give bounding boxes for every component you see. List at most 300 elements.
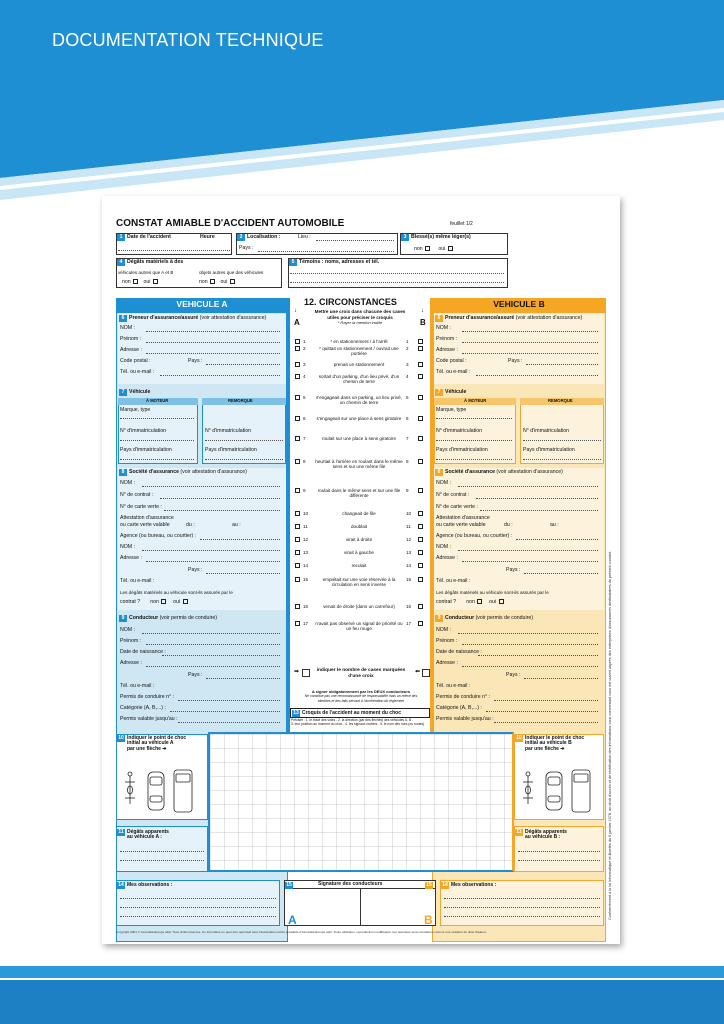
s9-a-category-field[interactable]: [170, 711, 280, 712]
circumstance-a-checkbox[interactable]: [295, 416, 300, 421]
do-yes-label: oui: [220, 278, 228, 285]
section-9-b-header: [435, 615, 533, 622]
section-4-number: 4: [117, 259, 125, 266]
circumstance-number-b: 9: [406, 488, 409, 493]
circumstance-b-checkbox[interactable]: [418, 459, 423, 464]
s6-a-address-field[interactable]: [146, 353, 280, 354]
s8-a-no-checkbox[interactable]: [161, 599, 166, 604]
s7-a-motor-label: À MOTEUR: [146, 398, 169, 403]
s7-a-regcountry-label: Pays d'immatriculation: [120, 447, 172, 453]
signature-label: Signature des conducteurs: [318, 881, 383, 887]
s8-b-name-label: NOM :: [436, 480, 451, 486]
s9-b-country-label: Pays :: [506, 672, 521, 678]
do-no-label: non: [199, 278, 208, 285]
section-13-number: 13: [293, 710, 299, 716]
s6-a-phone-label: Tél. ou e-mail :: [120, 369, 155, 375]
circumstance-number-a: 16: [303, 604, 309, 609]
circumstance-number-a: 6: [303, 416, 306, 421]
circumstance-number-a: 11: [303, 524, 308, 529]
section-1-number: 1: [117, 234, 125, 241]
section-14-a-number: 14: [118, 882, 124, 888]
circumstance-number-b: 16: [406, 604, 412, 609]
s8-a-contract-field[interactable]: [160, 498, 280, 499]
circumstance-a-checkbox[interactable]: [295, 488, 300, 493]
section-8-b-header: [435, 469, 563, 476]
s6-b-name-label: NOM :: [436, 325, 451, 331]
circumstance-text: n'avait pas observé un signal de priorité ou un feu rouge: [315, 621, 403, 632]
circumstance-text: doublait: [350, 524, 368, 529]
s10-a-line3: [127, 747, 167, 753]
s8-b-country-label: Pays :: [506, 567, 521, 573]
circumstance-a-checkbox[interactable]: [295, 604, 300, 609]
do-yes-checkbox[interactable]: [230, 279, 235, 284]
s6-b-address-label: Adresse :: [436, 347, 458, 353]
s8-b-yes-checkbox[interactable]: [499, 599, 504, 604]
s8-b-name-field[interactable]: [458, 486, 598, 487]
s11-b-field-1[interactable]: [518, 851, 600, 852]
s6-b-hint: (voir attestation d'assurance): [515, 315, 583, 321]
s6-b-phone-field[interactable]: [476, 375, 598, 376]
s9-b-category-field[interactable]: [486, 711, 598, 712]
circumstance-number-b: 13: [406, 550, 412, 555]
s9-a-valid-field[interactable]: [178, 722, 280, 723]
section-15-number-b: [425, 882, 435, 889]
circumstance-a-checkbox[interactable]: [295, 524, 300, 529]
s6-a-label: Preneur d'assurance/assuré: [129, 315, 199, 321]
section-7-b-number: 7: [435, 389, 443, 396]
circumstance-number-a: 8: [303, 459, 306, 464]
s6-b-country-field[interactable]: [526, 364, 598, 365]
s14-b-field-1[interactable]: [444, 898, 600, 899]
circumstance-b-checkbox[interactable]: [418, 577, 423, 582]
s10-a-line2: initial au véhicule A: [127, 740, 174, 746]
s8-a-address-label: Adresse :: [120, 555, 142, 561]
s11-a-field-2[interactable]: [120, 860, 204, 861]
s8-b-from-label: du :: [504, 522, 513, 528]
circumstance-text: venait de droite (dans un carrefour): [323, 604, 395, 609]
circumstance-a-checkbox[interactable]: [295, 395, 300, 400]
s7-a-make-field[interactable]: [120, 418, 194, 419]
circumstance-number-a: 3: [303, 362, 306, 367]
s9-a-country-field[interactable]: [206, 678, 280, 679]
circumstance-number-a: 12: [303, 537, 309, 542]
circumstance-number-b: 10: [406, 511, 412, 516]
s6-a-hint: (voir attestation d'assurance): [199, 315, 267, 321]
s14-b-label: Mes observations :: [451, 882, 497, 888]
s8-b-address-label: Adresse :: [436, 555, 458, 561]
s6-b-postal-label: Code postal :: [436, 358, 467, 364]
section-13-header: [292, 710, 401, 717]
vehicle-b-silhouettes-icon[interactable]: [516, 766, 602, 816]
circumstance-b-checkbox[interactable]: [418, 524, 423, 529]
circumstance-b-checkbox[interactable]: [418, 537, 423, 542]
s8-b-no-label: non: [466, 598, 475, 605]
s9-b-phone-label: Tél. ou e-mail :: [436, 683, 471, 689]
page-header-title: DOCUMENTATION TECHNIQUE: [52, 30, 324, 50]
s10-a-line3-text: par une flèche: [127, 746, 161, 752]
s9-a-hint: (voir permis de conduire): [159, 615, 217, 621]
s7-a-regcountry-field[interactable]: [120, 459, 194, 460]
circumstance-a-checkbox[interactable]: [295, 511, 300, 516]
s14-a-label: Mes observations :: [127, 882, 173, 888]
s7-b-trailer-reg-label: N° d'immatriculation: [523, 428, 570, 434]
circumstance-a-checkbox[interactable]: [295, 537, 300, 542]
circumstance-a-checkbox[interactable]: [295, 550, 300, 555]
circumstance-text: s'engageait sur une place à sens giratoire: [316, 416, 402, 421]
s6-a-country-field[interactable]: [206, 364, 280, 365]
dv-no-label: non: [122, 278, 131, 285]
s9-b-licence-field[interactable]: [494, 700, 598, 701]
s14-b-field-2[interactable]: [444, 907, 600, 908]
s9-b-birth-label: Date de naissance :: [436, 649, 482, 655]
circumstance-number-a: 4: [303, 374, 306, 379]
s7-b-trailer-country-label: Pays d'immatriculation: [523, 447, 575, 453]
s7-b-trailer-country-field[interactable]: [523, 459, 601, 460]
s9-a-country-label: Pays :: [188, 672, 203, 678]
s8-a-green-field[interactable]: [164, 510, 280, 511]
s7-a-trailer-reg-field[interactable]: [205, 440, 283, 441]
circumstance-number-b: 1: [406, 339, 409, 344]
country-field[interactable]: [258, 251, 394, 252]
section-12-number: 12: [304, 297, 315, 307]
witness-field-1[interactable]: [290, 273, 504, 274]
section-9-a-number: 9: [119, 615, 127, 622]
circumstance-text: roulait sur une place à sens giratoire: [321, 436, 397, 441]
section-15-number-b-badge: 15: [426, 882, 432, 888]
s8-b-address-field[interactable]: [462, 561, 598, 562]
circumstance-a-checkbox[interactable]: [295, 436, 300, 441]
s8-b-country-field[interactable]: [524, 573, 598, 574]
sign-note-3: identités et des faits servant à l'accélération du règlement: [317, 699, 405, 703]
circumstance-a-checkbox[interactable]: [295, 374, 300, 379]
dv-no-checkbox[interactable]: [133, 279, 138, 284]
s6-a-firstname-label: Prénom :: [120, 336, 142, 342]
s9-a-birth-field[interactable]: [162, 655, 280, 656]
count-arrow-b-icon: ⬅: [415, 669, 421, 675]
s7-b-make-field[interactable]: [436, 418, 512, 419]
s9-b-firstname-field[interactable]: [462, 644, 598, 645]
s8-a-label: Société d'assurance: [129, 469, 179, 475]
s9-a-address-field[interactable]: [146, 666, 280, 667]
s8-b-hint: (voir attestation d'assurance): [496, 469, 563, 475]
circumstance-number-b: 7: [406, 436, 409, 441]
s9-b-label: Conducteur: [445, 615, 475, 621]
section-8-a-number: 8: [119, 469, 127, 476]
s9-a-firstname-label: Prénom :: [120, 638, 142, 644]
other-objects-label: objets autres que des véhicules: [199, 270, 264, 275]
footer-band: [0, 966, 724, 1024]
copyright-notice: Copyright 2001 © Assuralia Europe absl. Tous droits réservés. Ce formulaire ne peut être reproduit sans l'autorisation écrite préalable d'Assuralia Europe asbl. Toute utilisation, reproduction modification non autorisée sera considérée comme une violation du droit d'auteur.: [116, 931, 487, 934]
count-arrow-a-icon: ➡: [294, 669, 300, 675]
s8-a-to-label: au :: [232, 522, 241, 528]
injured-choices: [414, 246, 454, 253]
date-field[interactable]: [118, 250, 230, 251]
s9-b-valid-label: Permis valable jusqu'au :: [436, 716, 494, 722]
circumstance-b-checkbox[interactable]: [418, 563, 423, 568]
s8-b-contract-label: N° de contrat :: [436, 492, 470, 498]
vehicle-b-header: VEHICULE B: [432, 298, 606, 312]
s11-a-line2: au véhicule A :: [127, 834, 162, 840]
s6-a-phone-field[interactable]: [160, 375, 280, 376]
s9-a-name-field[interactable]: [142, 633, 280, 634]
s6-b-country-label: Pays :: [508, 358, 523, 364]
section-7-a-number: 7: [119, 389, 127, 396]
s8-a-country-field[interactable]: [206, 573, 280, 574]
s8-a-agency-label: Agence (ou bureau, ou courtier) :: [120, 533, 197, 539]
s8-b-yes-label: oui: [489, 598, 497, 605]
s8-a-no-label: non: [150, 598, 159, 605]
section-6-a-header: [119, 315, 266, 322]
s8-b-green-field[interactable]: [480, 510, 598, 511]
circ-instruction-1: Mettre une croix dans chacune des cases: [314, 309, 406, 314]
s6-b-name-field[interactable]: [462, 331, 598, 332]
s6-a-name-field[interactable]: [146, 331, 280, 332]
section-2-header: [237, 234, 280, 241]
circumstance-text: prenait un stationnement: [333, 362, 385, 367]
sheet-number: feuillet 1/2: [450, 221, 473, 227]
circumstance-number-b: 12: [406, 537, 412, 542]
s8-b-cert-label: Attestation d'assurance: [436, 515, 490, 521]
s7-b-regcountry-field[interactable]: [436, 459, 512, 460]
circumstance-b-checkbox[interactable]: [418, 436, 423, 441]
s6-b-phone-label: Tél. ou e-mail :: [436, 369, 471, 375]
s8-a-name2-label: NOM :: [120, 544, 135, 550]
circumstance-number-a: 17: [303, 621, 309, 626]
s9-a-label: Conducteur: [129, 615, 159, 621]
s8-b-agency-label: Agence (ou bureau, ou courtier) :: [436, 533, 513, 539]
circumstance-b-checkbox[interactable]: [418, 374, 423, 379]
circumstance-a-checkbox[interactable]: [295, 339, 300, 344]
s7-a-trailer-country-label: Pays d'immatriculation: [205, 447, 257, 453]
location-label: Localisation :: [247, 234, 281, 240]
circumstance-number-b: 14: [406, 563, 412, 568]
s9-a-valid-label: Permis valable jusqu'au :: [120, 716, 178, 722]
s8-a-cert-label: Attestation d'assurance: [120, 515, 174, 521]
circumstance-number-b: 17: [406, 621, 412, 626]
s14-a-field-1[interactable]: [120, 898, 276, 899]
s7-a-reg-label: N° d'immatriculation: [120, 428, 167, 434]
circumstance-text: sortait d'un parking, d'un lieu privé, d'un chemin de terre: [318, 374, 400, 385]
section-1-header: [117, 234, 171, 241]
section-9-a-header: [119, 615, 217, 622]
s6-a-address-label: Adresse :: [120, 347, 142, 353]
sketch-hint-2: 3. leur position au moment du choc - 4. les signaux routiers - 5. le nom des rues (ou routes).: [291, 722, 426, 726]
s6-a-firstname-field[interactable]: [146, 342, 280, 343]
section-11-a-number: 11: [118, 829, 124, 835]
section-6-a-number: 6: [119, 315, 127, 322]
dv-yes-label: oui: [143, 278, 151, 285]
s9-a-licence-label: Permis de conduire n° :: [120, 694, 174, 700]
damage-vehicles-choices: [122, 279, 159, 286]
sketch-hint-1: Préciser : 1. le tracé des voies - 2. la direction (par des flèches) des véhicules A, B -: [291, 718, 414, 722]
s7-a-label: Véhicule: [129, 389, 151, 395]
s8-b-valid-label: ou carte verte valable: [436, 522, 486, 528]
circumstance-a-checkbox[interactable]: [295, 563, 300, 568]
s9-b-name-label: NOM :: [436, 627, 451, 633]
signature-a-letter: A: [288, 913, 297, 927]
circumstance-number-b: 15: [406, 577, 412, 582]
s10-b-line3: [525, 747, 565, 753]
s9-a-licence-field[interactable]: [178, 700, 280, 701]
s8-b-contract-q: contrat ?: [436, 598, 457, 605]
s11-b-field-2[interactable]: [518, 860, 600, 861]
s6-a-name-label: NOM :: [120, 325, 135, 331]
circ-instruction-2: utiles pour préciser le croquis: [327, 315, 393, 320]
s8-a-agency-field[interactable]: [200, 539, 280, 540]
s9-b-hint: (voir permis de conduire): [475, 615, 533, 621]
circumstance-b-checkbox[interactable]: [418, 395, 423, 400]
section-6-b-header: [435, 315, 582, 322]
s7-b-trailer-reg-field[interactable]: [523, 440, 601, 441]
circumstance-text: roulait dans le même sens et sur une file différente: [317, 488, 401, 499]
section-3-header: [401, 234, 471, 241]
circumstance-b-checkbox[interactable]: [418, 488, 423, 493]
dv-yes-checkbox[interactable]: [153, 279, 158, 284]
circumstance-b-checkbox[interactable]: [418, 621, 423, 626]
s9-a-firstname-field[interactable]: [146, 644, 280, 645]
s7-a-trailer-country-field[interactable]: [205, 459, 283, 460]
circumstance-number-b: 5: [406, 395, 409, 400]
s9-b-birth-field[interactable]: [478, 655, 598, 656]
sketch-grid[interactable]: [208, 732, 514, 872]
s10-b-line2: initial au véhicule B: [525, 740, 572, 746]
section-5-number: 5: [289, 259, 297, 266]
s14-a-field-2[interactable]: [120, 907, 276, 908]
s10-a-arrow-icon: ➔: [162, 746, 167, 752]
privacy-side-note: Conformément à la loi Informatique et libertés du 6 janvier 1978, un droit d'accès et de rectification des informations vous concernant vous est ouvert auprès des entreprises d'assurances destinataires du présent constat.: [608, 551, 612, 920]
circumstance-a-checkbox[interactable]: [295, 621, 300, 626]
circumstance-text: empiétait sur une voie réservée à la circulation en sens inverse: [322, 577, 396, 588]
s6-b-firstname-field[interactable]: [462, 342, 598, 343]
injured-yes-label: oui: [438, 245, 446, 252]
s8-a-covered-choices: [120, 599, 189, 606]
witness-label: Témoins : noms, adresses et tél.: [299, 259, 380, 265]
s8-a-name-field[interactable]: [142, 486, 280, 487]
s8-a-valid-label: ou carte verte valable: [120, 522, 170, 528]
s9-b-name-field[interactable]: [458, 633, 598, 634]
s8-a-address-field[interactable]: [146, 561, 280, 562]
s7-b-reg-label: N° d'immatriculation: [436, 428, 483, 434]
circumstance-b-checkbox[interactable]: [418, 511, 423, 516]
sign-note-2: Ne constitue pas une reconnaissance de responsabilité mais un relevé des: [304, 694, 418, 698]
damage-label: Dégâts matériels à des: [127, 259, 184, 265]
circumstance-a-checkbox[interactable]: [295, 346, 300, 351]
s10-b-line1: Indiquer le point de choc: [525, 735, 585, 741]
circumstance-b-checkbox[interactable]: [418, 604, 423, 609]
circumstance-number-a: 2: [303, 346, 306, 351]
s8-b-label: Société d'assurance: [445, 469, 495, 475]
count-b-box[interactable]: [422, 669, 430, 677]
circumstance-text: virait à droite: [345, 537, 373, 542]
country-label: Pays :: [239, 245, 254, 251]
circumstance-text: reculait: [351, 563, 367, 568]
circumstance-b-checkbox[interactable]: [418, 362, 423, 367]
circumstance-a-checkbox[interactable]: [295, 459, 300, 464]
s10-b-line3-text: par une flèche: [525, 746, 559, 752]
s14-a-field-3[interactable]: [120, 916, 276, 917]
s8-a-name2-field[interactable]: [142, 550, 280, 551]
circumstance-number-b: 3: [406, 362, 409, 367]
circ-arrow-b-icon: ↓: [421, 308, 424, 314]
s8-a-contract-q: contrat ?: [120, 598, 141, 605]
circumstance-b-checkbox[interactable]: [418, 416, 423, 421]
circumstance-text: * en stationnement / à l'arrêt: [330, 339, 388, 344]
section-4-header: [117, 259, 183, 266]
count-a-box[interactable]: [302, 669, 310, 677]
circumstance-b-checkbox[interactable]: [418, 339, 423, 344]
section-6-b-number: 6: [435, 315, 443, 322]
s9-b-valid-field[interactable]: [494, 722, 598, 723]
s8-b-agency-field[interactable]: [516, 539, 598, 540]
circumstance-number-a: 10: [303, 511, 309, 516]
s9-b-category-label: Catégorie (A, B,...) :: [436, 705, 482, 711]
injured-no-label: non: [414, 245, 423, 252]
circumstance-number-b: 6: [406, 416, 409, 421]
s6-b-address-field[interactable]: [462, 353, 598, 354]
s7-a-trailer-label: REMORQUE: [228, 398, 253, 403]
s8-b-no-checkbox[interactable]: [477, 599, 482, 604]
section-15-number: 15: [286, 882, 292, 888]
s8-b-contract-field[interactable]: [476, 498, 598, 499]
s7-a-reg-field[interactable]: [120, 440, 194, 441]
injured-label: Blessé(s) même léger(s): [411, 234, 471, 240]
sketch-label: Croquis de l'accident au moment du choc: [302, 710, 401, 716]
s14-b-field-3[interactable]: [444, 916, 600, 917]
witness-field-2[interactable]: [290, 282, 504, 283]
s8-a-yes-checkbox[interactable]: [183, 599, 188, 604]
accident-report-form: [102, 196, 620, 944]
s9-b-address-field[interactable]: [462, 666, 598, 667]
injured-no-checkbox[interactable]: [425, 246, 430, 251]
circumstance-text: changeait de file: [342, 511, 376, 516]
do-no-checkbox[interactable]: [210, 279, 215, 284]
count-label: indiquer le nombre de cases marquées d'une croix: [316, 668, 406, 679]
circumstance-number-b: 4: [406, 374, 409, 379]
circumstance-number-a: 1: [303, 339, 306, 344]
s11-a-field-1[interactable]: [120, 851, 204, 852]
circ-instruction-3: * Rayer la mention inutile: [337, 320, 383, 325]
circumstance-a-checkbox[interactable]: [295, 362, 300, 367]
place-label: Lieu :: [298, 234, 311, 240]
s8-b-covered-choices: [436, 599, 505, 606]
s9-a-name-label: NOM :: [120, 627, 135, 633]
s8-a-covered-label: Les dégâts matériels au véhicule sont-ils assurés par le: [120, 590, 233, 595]
s9-b-licence-label: Permis de conduire n° :: [436, 694, 490, 700]
s8-b-name2-field[interactable]: [458, 550, 598, 551]
circumstance-number-b: 11: [406, 524, 411, 529]
s8-a-phone-label: Tél. ou e-mail :: [120, 578, 155, 584]
circumstance-b-checkbox[interactable]: [418, 550, 423, 555]
date-label: Date de l'accident: [127, 234, 171, 240]
place-field[interactable]: [316, 240, 394, 241]
s8-b-covered-label: Les dégâts matériels au véhicule sont-ils assurés par le: [436, 590, 549, 595]
section-14-b-header: [441, 882, 496, 889]
s9-b-country-field[interactable]: [524, 678, 598, 679]
section-7-b-header: [435, 389, 466, 396]
circumstance-number-a: 13: [303, 550, 309, 555]
s7-b-make-label: Marque, type: [436, 407, 467, 413]
s8-a-country-label: Pays :: [188, 567, 203, 573]
s11-a-line1: Dégâts apparents: [127, 829, 169, 835]
injured-yes-checkbox[interactable]: [448, 246, 453, 251]
circumstance-a-checkbox[interactable]: [295, 577, 300, 582]
s9-a-category-label: Catégorie (A, B,...) :: [120, 705, 166, 711]
circumstance-b-checkbox[interactable]: [418, 346, 423, 351]
vehicle-a-silhouettes-icon[interactable]: [118, 766, 204, 816]
s8-a-name-label: NOM :: [120, 480, 135, 486]
s7-b-label: Véhicule: [445, 389, 467, 395]
s7-b-reg-field[interactable]: [436, 440, 512, 441]
